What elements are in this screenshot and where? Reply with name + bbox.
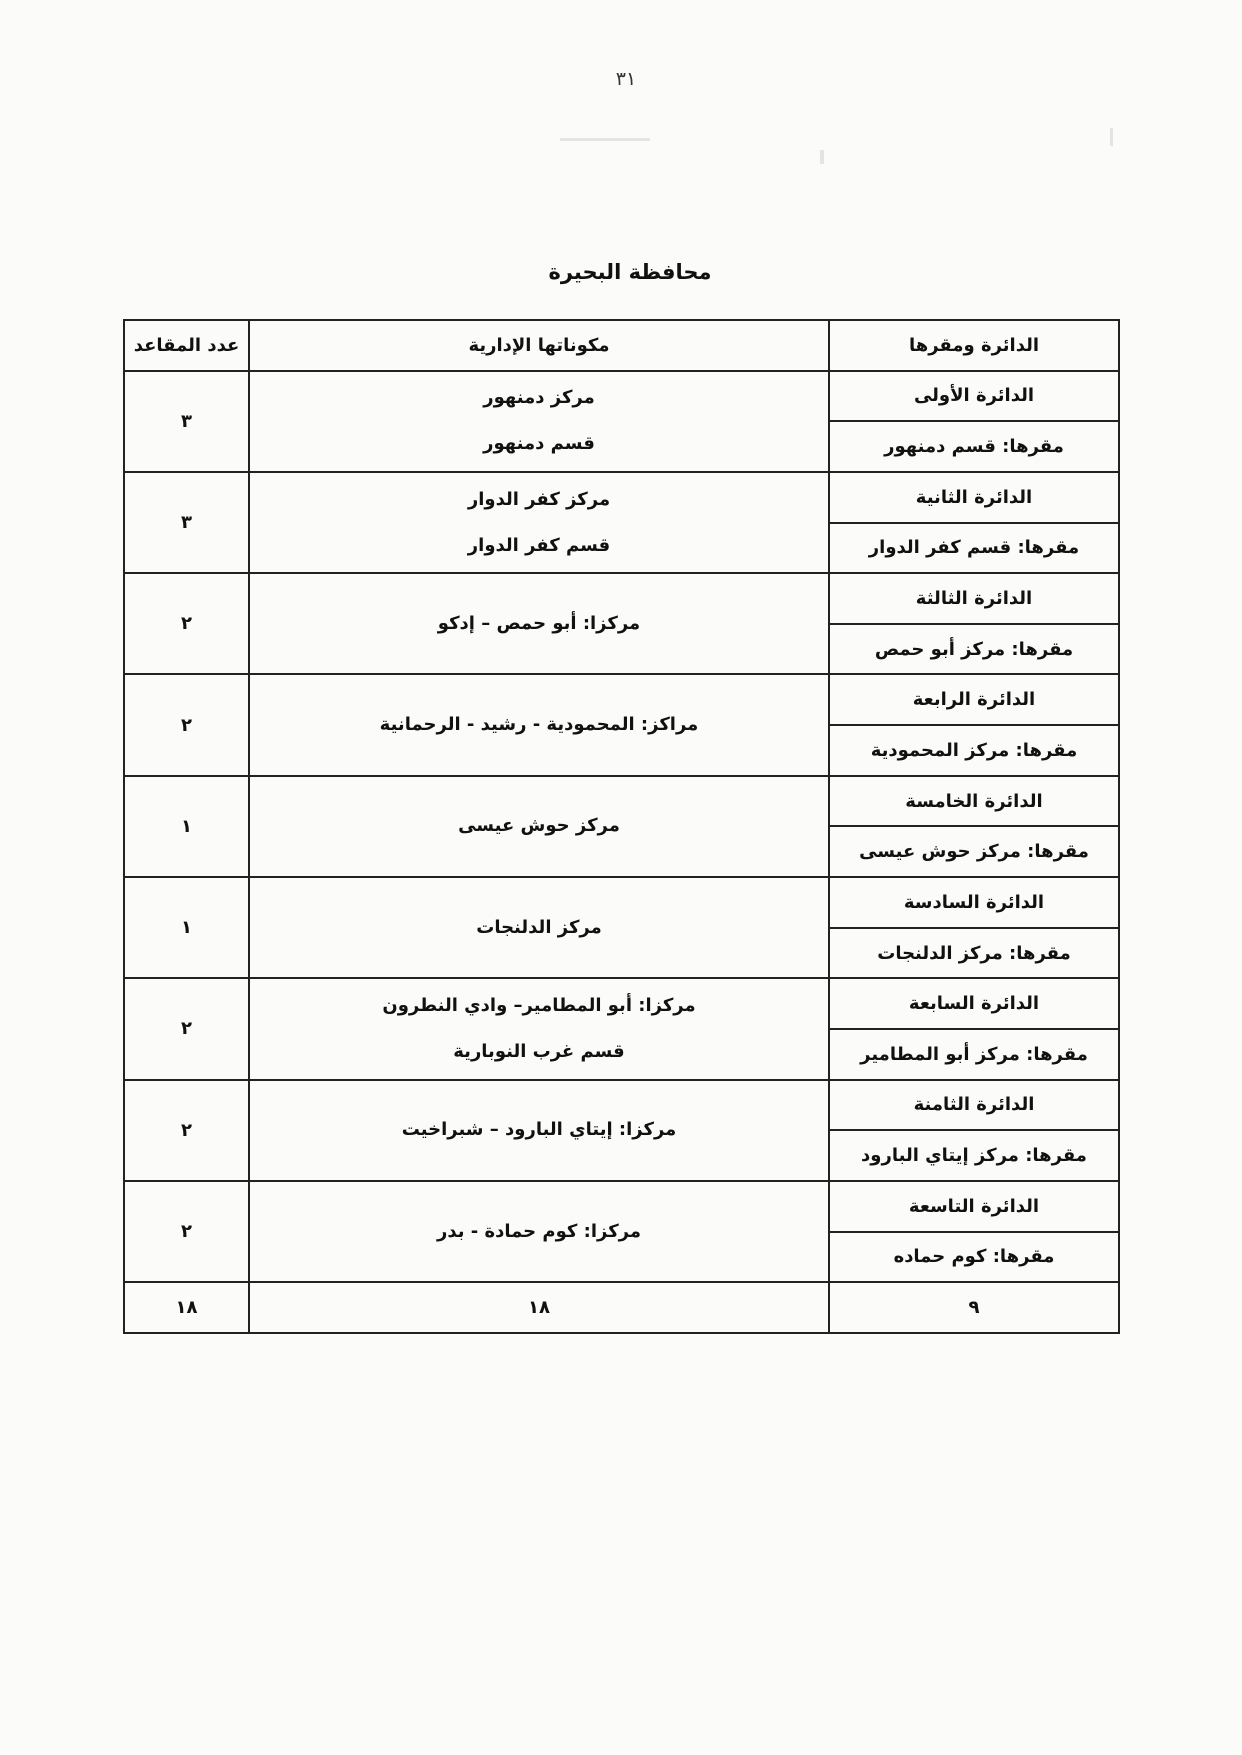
document-title: محافظة البحيرة (548, 260, 712, 284)
district-seat-count: ٢ (124, 573, 249, 674)
district-components (249, 674, 829, 775)
totals-row (124, 1282, 1119, 1333)
district-name: الدائرة الأولى (829, 371, 1119, 422)
district-name: الدائرة السادسة (829, 877, 1119, 928)
district-name: الدائرة الثالثة (829, 573, 1119, 624)
district-components (249, 573, 829, 674)
component-line: مركزا: كوم حمادة - بدر (436, 1220, 642, 1242)
component-line: قسم دمنهور (483, 433, 595, 455)
district-components (249, 472, 829, 573)
district-headquarters: مقرها: قسم دمنهور (829, 421, 1119, 472)
component-line: مركز الدلنجات (476, 916, 602, 938)
district-components (249, 776, 829, 877)
component-line: مركزا: إيتاي البارود – شبراخيت (401, 1119, 677, 1141)
district-seat-count: ٢ (124, 978, 249, 1079)
district-seat-count: ٢ (124, 1181, 249, 1282)
district-headquarters: مقرها: قسم كفر الدوار (829, 523, 1119, 574)
component-line: مركزا: أبو المطامير– وادي النطرون (382, 994, 696, 1016)
table-row (124, 978, 1119, 1029)
component-line: قسم كفر الدوار (467, 534, 611, 556)
district-seat-count: ٢ (124, 674, 249, 775)
district-seat-count: ٣ (124, 371, 249, 472)
district-name: الدائرة الخامسة (829, 776, 1119, 827)
table-row (124, 776, 1119, 827)
district-headquarters: مقرها: كوم حماده (829, 1232, 1119, 1283)
district-components (249, 1181, 829, 1282)
total-districts: ٩ (829, 1282, 1119, 1333)
district-seat-count: ٣ (124, 472, 249, 573)
table-row (124, 472, 1119, 523)
component-line: مركز دمنهور (483, 387, 595, 409)
table-row (124, 1181, 1119, 1232)
districts-table (123, 319, 1120, 1334)
total-seats: ١٨ (124, 1282, 249, 1333)
header-seats: عدد المقاعد (124, 320, 249, 371)
district-components (249, 978, 829, 1079)
district-seat-count: ١ (124, 776, 249, 877)
district-components (249, 1080, 829, 1181)
scan-artifact (1110, 128, 1113, 146)
table-row (124, 674, 1119, 725)
component-line: مركز حوش عيسى (458, 815, 620, 837)
district-headquarters: مقرها: مركز إيتاي البارود (829, 1130, 1119, 1181)
district-name: الدائرة الثانية (829, 472, 1119, 523)
page-number: ٣١ (615, 68, 637, 90)
table-row (124, 1080, 1119, 1131)
district-headquarters: مقرها: مركز المحمودية (829, 725, 1119, 776)
component-line: مراكز: المحمودية - رشيد - الرحمانية (379, 714, 699, 736)
district-name: الدائرة الرابعة (829, 674, 1119, 725)
table-row (124, 877, 1119, 928)
district-headquarters: مقرها: مركز حوش عيسى (829, 826, 1119, 877)
table-header-row (124, 320, 1119, 371)
district-name: الدائرة السابعة (829, 978, 1119, 1029)
district-seat-count: ٢ (124, 1080, 249, 1181)
district-headquarters: مقرها: مركز الدلنجات (829, 928, 1119, 979)
district-seat-count: ١ (124, 877, 249, 978)
table-row (124, 371, 1119, 422)
district-headquarters: مقرها: مركز أبو حمص (829, 624, 1119, 675)
scan-artifact (820, 150, 824, 164)
header-components: مكوناتها الإدارية (249, 320, 829, 371)
total-components: ١٨ (249, 1282, 829, 1333)
component-line: مركزا: أبو حمص – إدكو (437, 612, 641, 634)
header-district: الدائرة ومقرها (829, 320, 1119, 371)
scan-artifact (560, 138, 650, 141)
component-line: مركز كفر الدوار (467, 488, 611, 510)
district-headquarters: مقرها: مركز أبو المطامير (829, 1029, 1119, 1080)
district-components (249, 877, 829, 978)
table-row (124, 573, 1119, 624)
district-name: الدائرة التاسعة (829, 1181, 1119, 1232)
district-name: الدائرة الثامنة (829, 1080, 1119, 1131)
component-line: قسم غرب النوبارية (453, 1040, 625, 1062)
district-components (249, 371, 829, 472)
